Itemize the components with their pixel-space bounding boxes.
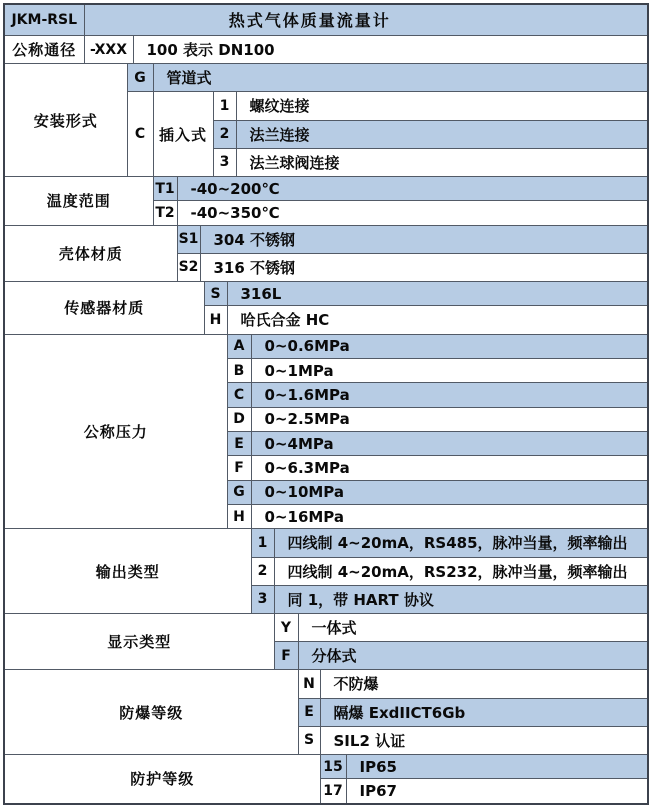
install-type-label: 安装形式 — [4, 64, 127, 177]
option-code: T2 — [153, 201, 177, 225]
option-desc: 法兰球阀连接 — [236, 148, 648, 176]
option-code: 17 — [320, 779, 346, 804]
option-code: E — [298, 698, 320, 726]
product-model: JKM-RSL — [4, 4, 84, 35]
option-desc: 管道式 — [153, 64, 648, 92]
ordering-code-table — [3, 3, 649, 805]
housing-material-label: 壳体材质 — [4, 225, 177, 281]
option-desc: 0~2.5MPa — [251, 407, 648, 431]
nominal-diameter-label: 公称通径 — [4, 35, 84, 63]
option-desc: 同 1，带 HART 协议 — [274, 585, 648, 613]
option-desc: 0~10MPa — [251, 480, 648, 504]
option-code: 1 — [213, 92, 236, 120]
option-desc: IP65 — [346, 754, 648, 778]
option-code: S1 — [177, 225, 200, 253]
option-code: S2 — [177, 253, 200, 281]
option-code: 2 — [251, 557, 274, 585]
insertion-type-label: 插入式 — [153, 92, 213, 177]
option-code: G — [227, 480, 251, 504]
option-desc: SIL2 认证 — [320, 726, 648, 754]
option-desc: 316 不锈钢 — [200, 253, 648, 281]
option-desc: 螺纹连接 — [236, 92, 648, 120]
option-code: D — [227, 407, 251, 431]
temperature-range-label: 温度范围 — [4, 176, 153, 225]
option-code: Y — [274, 613, 298, 641]
option-code: S — [298, 726, 320, 754]
nominal-diameter-desc: 100 表示 DN100 — [133, 35, 648, 63]
option-desc: 0~6.3MPa — [251, 456, 648, 480]
option-desc: 哈氏合金 HC — [227, 306, 648, 334]
option-desc: 隔爆 ExdIICT6Gb — [320, 698, 648, 726]
product-name: 热式气体质量流量计 — [84, 4, 648, 35]
sensor-material-label: 传感器材质 — [4, 282, 204, 335]
option-code: G — [127, 64, 153, 92]
option-desc: 0~4MPa — [251, 431, 648, 455]
nominal-pressure-label: 公称压力 — [4, 334, 227, 529]
option-code: 15 — [320, 754, 346, 778]
option-desc: 四线制 4~20mA，RS232，脉冲当量，频率输出 — [274, 557, 648, 585]
display-type-label: 显示类型 — [4, 613, 274, 669]
option-desc: 0~16MPa — [251, 504, 648, 528]
option-code: F — [274, 642, 298, 670]
option-code: B — [227, 358, 251, 382]
option-code: H — [204, 306, 227, 334]
option-code: 1 — [251, 529, 274, 557]
nominal-diameter-code: -XXX — [84, 35, 133, 63]
option-code: 2 — [213, 120, 236, 148]
option-code: H — [227, 504, 251, 528]
option-code: N — [298, 670, 320, 698]
option-code: C — [127, 92, 153, 177]
option-code: 3 — [213, 148, 236, 176]
option-code: 3 — [251, 585, 274, 613]
option-desc: 分体式 — [298, 642, 648, 670]
option-desc: 0~0.6MPa — [251, 334, 648, 358]
option-code: E — [227, 431, 251, 455]
explosion-proof-label: 防爆等级 — [4, 670, 298, 755]
option-desc: -40~200℃ — [177, 176, 648, 200]
option-desc: 不防爆 — [320, 670, 648, 698]
option-desc: 一体式 — [298, 613, 648, 641]
option-code: S — [204, 282, 227, 306]
option-desc: 0~1.6MPa — [251, 383, 648, 407]
protection-grade-label: 防护等级 — [4, 754, 320, 804]
option-desc: IP67 — [346, 779, 648, 804]
output-type-label: 输出类型 — [4, 529, 251, 614]
option-desc: 316L — [227, 282, 648, 306]
option-desc: 0~1MPa — [251, 358, 648, 382]
option-desc: -40~350℃ — [177, 201, 648, 225]
option-desc: 法兰连接 — [236, 120, 648, 148]
option-code: T1 — [153, 176, 177, 200]
option-desc: 304 不锈钢 — [200, 225, 648, 253]
option-code: F — [227, 456, 251, 480]
option-code: A — [227, 334, 251, 358]
option-desc: 四线制 4~20mA，RS485，脉冲当量，频率输出 — [274, 529, 648, 557]
option-code: C — [227, 383, 251, 407]
